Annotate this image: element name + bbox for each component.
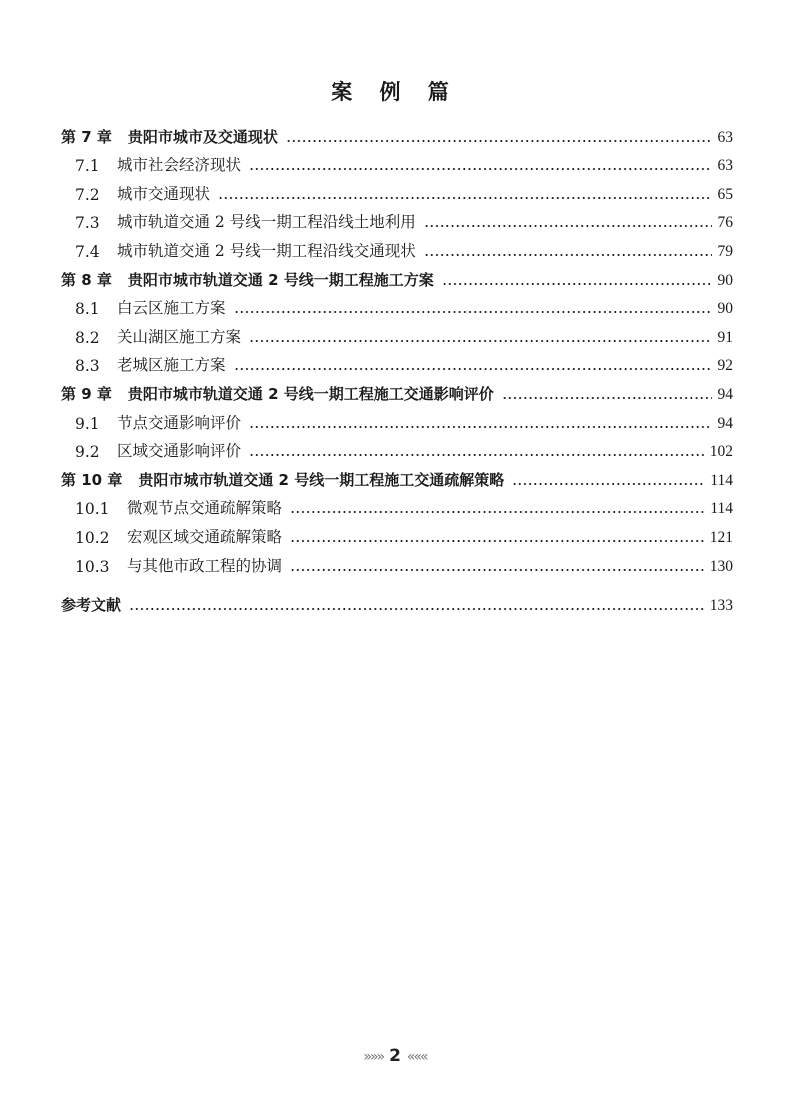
toc-entry-page-number: 63: [717, 128, 733, 146]
toc-entry-number: 10.3: [75, 557, 110, 576]
toc-entry-page-number: 94: [717, 414, 733, 432]
toc-entry-number: 8.3: [75, 357, 100, 376]
toc-chapter-entry[interactable]: [61, 118, 733, 147]
dot-leader: [290, 540, 704, 542]
toc-entry-page-number: 79: [717, 242, 733, 260]
toc-entry-title: 与其他市政工程的协调: [127, 556, 283, 575]
toc-entry-page-number: 90: [717, 271, 733, 289]
dot-leader: [290, 511, 704, 513]
toc-entry-page-number: 90: [717, 300, 733, 318]
toc-entry-number: 7.3: [75, 214, 100, 233]
dot-leader: [442, 283, 712, 285]
toc-entry-number: 7.1: [75, 157, 100, 176]
dot-leader: [249, 168, 711, 170]
toc-entry-title: 城市社会经济现状: [117, 156, 242, 175]
toc-section-entry[interactable]: [61, 518, 733, 547]
toc-entry-page-number: 63: [717, 157, 733, 175]
dot-leader: [512, 483, 704, 485]
toc-chapter-entry[interactable]: [61, 375, 733, 404]
dot-leader: [424, 254, 712, 256]
toc-entry-page-number: 130: [709, 557, 733, 575]
toc-entry-number: 9.2: [75, 443, 100, 462]
toc-section-entry[interactable]: [61, 204, 733, 233]
toc-section-entry[interactable]: [61, 290, 733, 319]
toc-entry-title: 参考文献: [61, 596, 122, 615]
toc-entry-page-number: 102: [709, 443, 733, 461]
toc-entry-number: 8.2: [75, 328, 100, 347]
toc-section-entry[interactable]: [61, 490, 733, 519]
toc-entry-title: 贵阳市城市轨道交通 2 号线一期工程施工方案: [127, 270, 434, 289]
toc-references-entry[interactable]: [61, 587, 733, 616]
toc-entry-title: 城市交通现状: [117, 184, 211, 203]
table-of-contents: [61, 118, 733, 615]
toc-section-entry[interactable]: [61, 433, 733, 462]
dot-leader: [129, 608, 704, 610]
toc-section-entry[interactable]: [61, 318, 733, 347]
toc-entry-title: 城市轨道交通 2 号线一期工程沿线交通现状: [117, 241, 416, 260]
toc-entry-title: 白云区施工方案: [117, 299, 226, 318]
toc-entry-title: 微观节点交通疏解策略: [127, 499, 283, 518]
toc-entry-number: 10.2: [75, 528, 110, 547]
toc-entry-number: 第 10 章: [61, 470, 123, 489]
left-chevrons-icon: »»»: [363, 1049, 384, 1065]
toc-entry-title: 贵阳市城市轨道交通 2 号线一期工程施工交通影响评价: [127, 384, 494, 403]
toc-chapter-entry[interactable]: [61, 461, 733, 490]
toc-entry-page-number: 94: [717, 385, 733, 403]
toc-entry-number: 9.1: [75, 414, 100, 433]
dot-leader: [502, 397, 712, 399]
toc-entry-number: 8.1: [75, 300, 100, 319]
toc-entry-page-number: 133: [709, 597, 733, 615]
toc-entry-page-number: 91: [717, 328, 733, 346]
dot-leader: [286, 140, 712, 142]
right-chevrons-icon: «««: [406, 1049, 427, 1065]
dot-leader: [424, 225, 712, 227]
toc-entry-title: 节点交通影响评价: [117, 413, 242, 432]
toc-entry-number: 7.4: [75, 242, 100, 261]
toc-section-entry[interactable]: [61, 347, 733, 376]
toc-section-entry[interactable]: [61, 547, 733, 576]
toc-entry-title: 贵阳市城市轨道交通 2 号线一期工程施工交通疏解策略: [138, 470, 505, 489]
toc-entry-number: 第 8 章: [61, 270, 112, 289]
toc-section-entry[interactable]: [61, 232, 733, 261]
page-footer: [0, 1046, 790, 1066]
toc-chapter-entry[interactable]: [61, 261, 733, 290]
page-number: 2: [389, 1046, 401, 1066]
dot-leader: [234, 311, 712, 313]
toc-entry-page-number: 65: [717, 185, 733, 203]
toc-entry-title: 贵阳市城市及交通现状: [127, 127, 278, 146]
toc-entry-title: 关山湖区施工方案: [117, 327, 242, 346]
toc-entry-page-number: 114: [710, 471, 733, 489]
toc-section-entry[interactable]: [61, 175, 733, 204]
section-title: 案 例 篇: [331, 80, 459, 104]
toc-entry-page-number: 114: [710, 500, 733, 518]
dot-leader: [249, 454, 704, 456]
dot-leader: [234, 368, 712, 370]
toc-entry-page-number: 92: [717, 357, 733, 375]
toc-entry-title: 城市轨道交通 2 号线一期工程沿线土地利用: [117, 213, 416, 232]
toc-entry-number: 第 7 章: [61, 127, 112, 146]
dot-leader: [218, 197, 711, 199]
toc-section-entry[interactable]: [61, 404, 733, 433]
toc-entry-title: 区域交通影响评价: [117, 442, 242, 461]
toc-entry-number: 第 9 章: [61, 384, 112, 403]
toc-entry-title: 宏观区域交通疏解策略: [127, 527, 283, 546]
toc-entry-page-number: 121: [709, 528, 733, 546]
toc-section-entry[interactable]: [61, 147, 733, 176]
toc-entry-number: 7.2: [75, 185, 100, 204]
dot-leader: [249, 426, 711, 428]
dot-leader: [290, 569, 704, 571]
toc-entry-number: 10.1: [75, 500, 110, 519]
toc-entry-title: 老城区施工方案: [117, 356, 226, 375]
toc-entry-page-number: 76: [717, 214, 733, 232]
dot-leader: [249, 340, 711, 342]
